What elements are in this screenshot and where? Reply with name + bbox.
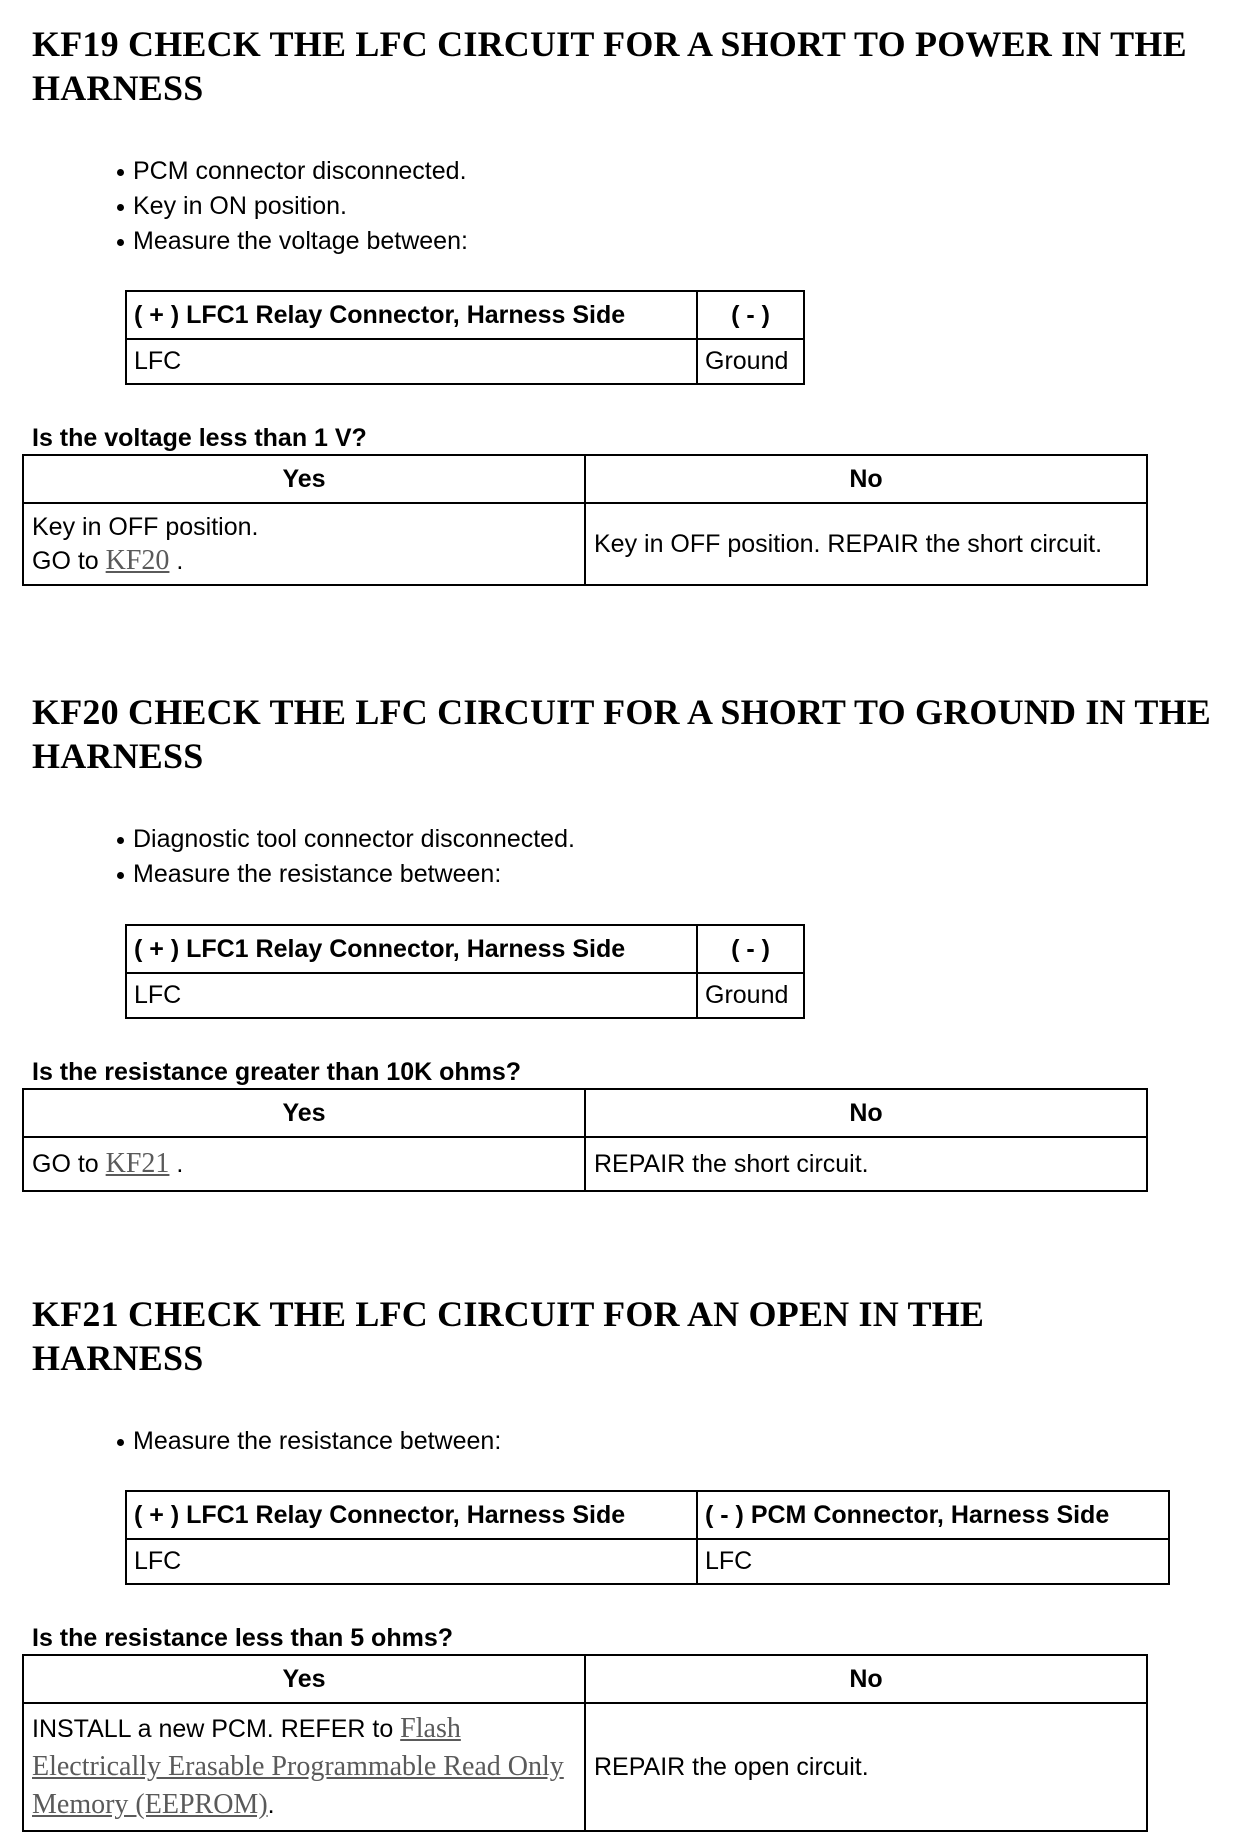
bullet-item: Measure the resistance between:	[114, 857, 575, 892]
bullet-list	[114, 154, 468, 259]
question: Is the voltage less than 1 V?	[32, 424, 367, 452]
yes-suffix: .	[267, 1791, 275, 1819]
yes-no-table	[22, 1088, 1148, 1192]
measurement-table	[125, 290, 805, 385]
kf20-link[interactable]: KF20	[105, 544, 170, 576]
positive-value: LFC	[126, 973, 697, 1018]
yes-no-table	[22, 1654, 1148, 1832]
no-text: REPAIR the open circuit.	[594, 1752, 869, 1781]
yes-cell	[23, 503, 585, 585]
negative-header: ( - )	[697, 291, 804, 339]
no-cell	[585, 1703, 1147, 1831]
yes-header: Yes	[23, 1655, 585, 1703]
negative-header: ( - )	[697, 925, 804, 973]
yes-header: Yes	[23, 455, 585, 503]
bullet-item: Key in ON position.	[114, 189, 468, 224]
yes-prefix: GO to	[32, 546, 99, 575]
step-title: KF21 CHECK THE LFC CIRCUIT FOR AN OPEN IN THE HARNESS	[32, 1294, 985, 1378]
yes-text: Key in OFF position.	[32, 512, 259, 541]
no-header: No	[585, 1089, 1147, 1137]
positive-value: LFC	[126, 1539, 697, 1584]
yes-suffix: .	[176, 546, 184, 575]
positive-value: LFC	[126, 339, 697, 384]
negative-value: Ground	[697, 973, 804, 1018]
bullet-list	[114, 1424, 501, 1459]
yes-suffix: .	[176, 1150, 184, 1178]
kf21-link[interactable]: KF21	[105, 1148, 170, 1179]
yes-prefix: GO to	[32, 1150, 99, 1178]
no-text: Key in OFF position. REPAIR the short circuit.	[594, 529, 1103, 558]
measurement-table	[125, 1490, 1170, 1585]
eeprom-link[interactable]: Flash Electrically Erasable Programmable Read Only Memory (EEPROM)	[32, 1713, 564, 1820]
negative-header: ( - ) PCM Connector, Harness Side	[697, 1491, 1169, 1539]
bullet-item: Diagnostic tool connector disconnected.	[114, 822, 575, 857]
measurement-table	[125, 924, 805, 1019]
step-title: KF19 CHECK THE LFC CIRCUIT FOR A SHORT TO POWER IN THE HARNESS	[32, 24, 1187, 108]
positive-header: ( + ) LFC1 Relay Connector, Harness Side	[126, 1491, 697, 1539]
no-cell	[585, 503, 1147, 585]
question: Is the resistance less than 5 ohms?	[32, 1624, 453, 1652]
no-cell	[585, 1137, 1147, 1191]
bullet-item: Measure the resistance between:	[114, 1424, 501, 1459]
negative-value: Ground	[697, 339, 804, 384]
positive-header: ( + ) LFC1 Relay Connector, Harness Side	[126, 291, 697, 339]
bullet-item: Measure the voltage between:	[114, 224, 468, 259]
negative-value: LFC	[697, 1539, 1169, 1584]
yes-no-table	[22, 454, 1148, 586]
step-title: KF20 CHECK THE LFC CIRCUIT FOR A SHORT TO GROUND IN THE HARNESS	[32, 692, 1211, 776]
positive-header: ( + ) LFC1 Relay Connector, Harness Side	[126, 925, 697, 973]
no-header: No	[585, 455, 1147, 503]
yes-cell	[23, 1703, 585, 1831]
no-header: No	[585, 1655, 1147, 1703]
no-text: REPAIR the short circuit.	[594, 1149, 869, 1178]
bullet-list	[114, 822, 575, 892]
yes-prefix: INSTALL a new PCM. REFER to	[32, 1715, 394, 1743]
question: Is the resistance greater than 10K ohms?	[32, 1058, 522, 1086]
bullet-item: PCM connector disconnected.	[114, 154, 468, 189]
yes-header: Yes	[23, 1089, 585, 1137]
yes-cell	[23, 1137, 585, 1191]
